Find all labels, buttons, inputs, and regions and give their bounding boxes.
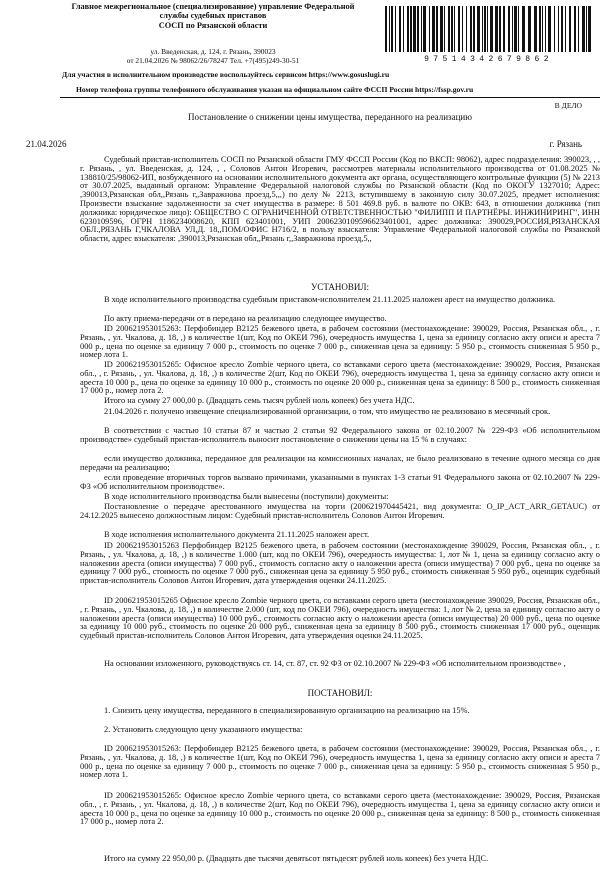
document-date: 21.04.2026 [26,139,67,149]
barcode-bar [528,6,531,52]
barcode-bar [548,6,551,52]
established-paragraph: В ходе исполнительного производства были вынесены (поступили) документы: [104,492,389,501]
barcode-bar [389,6,390,52]
established-paragraph: В ходе исполнения исполнительного документа 21.11.2025 наложен арест. [104,530,370,539]
barcode-bar [451,6,453,52]
barcode-bar [421,6,422,52]
barcode-bar [454,6,455,52]
resolved-heading: ПОСТАНОВИЛ: [307,688,373,698]
barcode-bar [399,6,401,52]
barcode-bar [477,6,480,52]
barcode-bar [410,6,412,52]
barcode-bar [578,6,579,52]
resolved-paragraph: 2. Установить следующую цену указанного имущества: [104,725,303,734]
barcode-bar [534,6,537,52]
barcode-bar [436,6,438,52]
barcode-bar [512,6,513,52]
established-paragraph: На основании изложенного, руководствуясь ст. 14, ст. 87, ст. 92 ФЗ от 02.10.2007 № 229-ФЗ «Об исполнительном производстве» , [104,659,566,668]
barcode-bar [395,6,396,52]
header-divider [60,97,600,98]
barcode-bar [522,6,525,52]
barcode-bar [508,6,510,52]
barcode-bar [484,6,486,52]
barcode-bar [565,6,566,52]
issuing-organization [60,2,366,30]
barcode-bar [582,6,585,52]
barcode-bar [413,6,416,52]
established-paragraph: По акту приема-передачи от в передано на реализацию следующее имущество. [104,314,387,323]
barcode-bar [495,6,498,52]
phone-service-notice: Номер телефона группы телефонного обслуживания указан на официальном сайте ФССП России https://fssp.gov.ru [76,85,474,94]
barcode-bar [542,6,543,52]
barcode-bar [561,6,563,52]
barcode-bar [539,6,541,52]
barcode-bar [466,6,467,52]
barcode-bar [432,6,435,52]
barcode-bar [588,6,591,52]
barcode-bar [499,6,501,52]
resolved-paragraph: 1. Снизить цену имущества, переданного в специализированную организацию на реализацию на 15%. [104,706,470,715]
document-city: г. Рязань [549,139,582,149]
barcode-bar [462,6,463,52]
established-total: Итого на сумму 27 000,00 р. (Двадцать семь тысяч рублей ноль копеек) без учета НДС. [104,396,415,405]
barcode-bar [391,6,393,52]
organization-address-block [60,48,366,65]
barcode-number: 97514342679862 [424,55,553,64]
barcode-bar [558,6,559,52]
barcode-bar [487,6,488,52]
established-heading: УСТАНОВИЛ: [310,282,370,292]
barcode-bar [586,6,587,52]
barcode [385,6,592,52]
org-line: Главное межрегиональное (специализированное) управление Федеральной [71,2,355,11]
arrest-item: ID 200621953015265 Офисное кресло Zombie черного цвета, со вставками серого цвета (местонахождение 390029, Россия, Рязанская обл., , г. Рязань, , ул. Чкалова, д. 18, ,) в количестве 2.000 (шт, код по ОКЕИ 796), очередность имущества: 1, лот № 2, цена за единицу согласно акту о наложении ареста (описи имущества) 10 000 руб., стоимость согласно акту о наложении ареста (описи имущества) 20 000 руб., цена по оценке за единицу 10 000 руб., стоимость по оценке 20 000 руб., сниженная цена за единицу 8 500 руб., стоимость сниженная 17 000 руб., оценщик судебный пристав-исполнитель Соловов Антон Игоревич, дата утверждения оценки 24.11.2025. [80,596,600,641]
property-item: ID 200621953015265: Офисное кресло Zombie черного цвета, со вставками серого цвета (местонахождение: 390029, Россия, Рязанская обл., , г. Рязань, , ул. Чкалова, д. 18, ,) в количестве 2(шт, Код по ОКЕИ 796), очередность имущества 1, цена за единицу согласно акту описи и ареста 10 000 р., цена по оценке за единицу 10 000 р., стоимость по оценке 20 000 р., сниженная цена за единицу: 8 500 р., стоимость сниженная 17 000 р., номер лота 2. [80,360,600,396]
arrest-item: ID 200621953015263 Перфобиндер B2125 бежевого цвета, в рабочем состоянии (местонахождение 390029, Россия, Рязанская обл., , г. Рязань, , ул. Чкалова, д. 18, ,) в количестве 1.000 (шт, код по ОКЕИ 796), очередность имущества: 1, лот № 1, цена за единицу согласно акту о наложении ареста (описи имущества) 7 000 руб., стоимость согласно акту о наложении ареста (описи имущества) 7 000 руб., цена по оценке за единицу 7 000 руб., стоимость по оценке 7 000 руб., сниженная цена за единицу 5 950 руб., стоимость сниженная 5 950 руб., оценщик судебный пристав-исполнитель Соловов Антон Игоревич, дата утверждения оценки 24.11.2025. [80,541,600,586]
established-paragraph: если имущество должника, переданное для реализации на комиссионных началах, не было реализовано в течение одного месяца со дня передачи на реализацию; [80,454,600,472]
barcode-bar [444,6,445,52]
barcode-bar [403,6,404,52]
resolved-total: Итого на сумму 22 950,00 р. (Двадцать две тысячи девятьсот пятьдесят рублей ноль копеек) без учета НДС. [104,854,489,863]
barcode-bar [574,6,576,52]
established-paragraph: В соответствии с частью 10 статьи 87 и частью 2 статьи 92 Федерального закона от 02.10.2007 № 229-ФЗ «Об исполнительном производстве» судебный пристав-исполнитель выносит постановление о снижении цены на 15 % в случаях: [80,426,600,444]
barcode-bar [407,6,409,52]
resolved-property-item: ID 200621953015263: Перфобиндер B2125 бежевого цвета, в рабочем состоянии (местонахождение: 390029, Россия, Рязанская обл., , г. Рязань, , ул. Чкалова, д. 18, ,) в количестве 1(шт, Код по ОКЕИ 796), очередность имущества 1, цена за единицу согласно акту описи и ареста 7 000 р., цена по оценке за единицу 7 000 р., стоимость по оценке 7 000 р., сниженная цена за единицу: 5 950 р., стоимость сниженная 5 950 р., номер лота 1. [80,744,600,780]
barcode-bar [554,6,555,52]
established-paragraph: В ходе исполнительного производства судебным приставом-исполнителем 21.11.2025 наложен арест на имущество должника. [104,295,556,304]
barcode-bar [429,6,430,52]
barcode-bar [482,6,483,52]
barcode-bar [470,6,472,52]
organization-address: ул. Введенская, д. 124, г. Рязань, 390023 [150,47,276,56]
barcode-bar [518,6,519,52]
org-line: службы судебных приставов [159,11,267,21]
intro-paragraph: Судебный пристав-исполнитель СОСП по Рязанской области ГМУ ФССП России (Код по ВКСП: 98062), адрес подразделения: 390023, , , г. Рязань, , ул. Введенская, д. 124, , , Соловов Антон Игоревич, рассмотрев материалы исполнительного производства от 01.08.2025 № 138810/25/98062-ИП, возбужденного на основании исполнительного документа акт органа, осуществляющего контрольные функции (5) № 2213 от 30.07.2025, выданный органом: Управление Федеральной налоговой службы по Рязанской области (Код по ОКОГУ 1327010; Адрес: ,390013,Рязанская обл,,Рязань г,,Завражнова проезд,5,,,) по делу № 2213, вступившему в законную силу 30.07.2025, предмет исполнения: Произвести взыскание задолженности за счет имущества в размере: 8 501 469.8 руб. в валюте по ОКВ: 643, в отношении должника (тип должника: юридическое лицо): ОБЩЕСТВО С ОГРАНИЧЕННОЙ ОТВЕТСТВЕННОСТЬЮ "ФИЛИПП И ПАРТНЁРЫ. ИНЖИНИРИНГ", ИНН 6230109596, ОГРН 1186234008620, КПП 623401001, УИП 2006230109596623401001, адрес должника: 390029,РОССИЯ,РЯЗАНСКАЯ ОБЛ.,РЯЗАНЬ Г,ЧКАЛОВА УЛ,Д. 18,,ПОМ/ОФИС Н716/2, в пользу взыскателя: Управление Федеральной налоговой службы по Рязанской области, адрес взыскателя: ,390013,Рязанская обл,,Рязань г,,Завражнова проезд,5,, [80,155,600,244]
resolved-property-item: ID 200621953015265: Офисное кресло Zombie черного цвета, со вставками серого цвета (местонахождение: 390029, Россия, Рязанская обл., , г. Рязань, , ул. Чкалова, д. 18, ,) в количестве 2(шт, Код по ОКЕИ 796), очередность имущества 1, цена за единицу согласно акту описи и ареста 10 000 р., цена по оценке за единицу 10 000 р., стоимость по оценке 20 000 р., сниженная цена за единицу: 8 500 р., стоимость сниженная 17 000 р., номер лота 2. [80,791,600,827]
barcode-bar [440,6,443,52]
v-delo-mark: В ДЕЛО [554,101,582,110]
barcode-bar [490,6,493,52]
barcode-bar [569,6,571,52]
org-line: СОСП по Рязанской области [158,20,268,30]
barcode-bar [417,6,419,52]
barcode-bar [448,6,450,52]
barcode-bar [423,6,426,52]
barcode-bar [514,6,517,52]
barcode-bar [473,6,475,52]
gosuslugi-notice: Для участия в исполнительном производстве воспользуйтесь сервисом https://www.gosuslugi.ru [62,70,390,79]
barcode-bar [545,6,546,52]
established-paragraph: 21.04.2026 г. получено извещение специализированной организации, о том, что имущество не реализовано в месячный срок. [104,407,551,416]
document-number-phone: от 21.04.2026 № 98062/26/78247 Тел. +7(495)249-30-51 [126,55,300,65]
established-paragraph: Постановление о передаче арестованного имущества на торги (200621970445421, вид документа: O_IP_ACT_ARR_GETAUC) от 24.12.2025 вынесено должностным лицом: Судебный пристав-исполнитель Соловов Антон Игоревич. [80,502,600,520]
barcode-bar [503,6,505,52]
barcode-bar [458,6,460,52]
property-item: ID 200621953015263: Перфобиндер B2125 бежевого цвета, в рабочем состоянии (местонахождение: 390029, Россия, Рязанская обл., , г. Рязань, , ул. Чкалова, д. 18, ,) в количестве 1(шт, Код по ОКЕИ 796), очередность имущества 1, цена за единицу согласно акту описи и ареста 7 000 р., цена по оценке за единицу 7 000 р., стоимость по оценке 7 000 р., сниженная цена за единицу: 5 950 р., стоимость сниженная 5 950 р., номер лота 1. [80,324,600,360]
barcode-bar [385,6,387,52]
established-paragraph: если проведение вторичных торгов вызвано причинами, указанными в пунктах 1-3 статьи 91 Федерального закона от 02.10.2007 № 229-ФЗ «Об исполнительном производстве». [80,473,600,491]
document-title: Постановление о снижении цены имущества, переданного на реализацию [188,112,472,122]
